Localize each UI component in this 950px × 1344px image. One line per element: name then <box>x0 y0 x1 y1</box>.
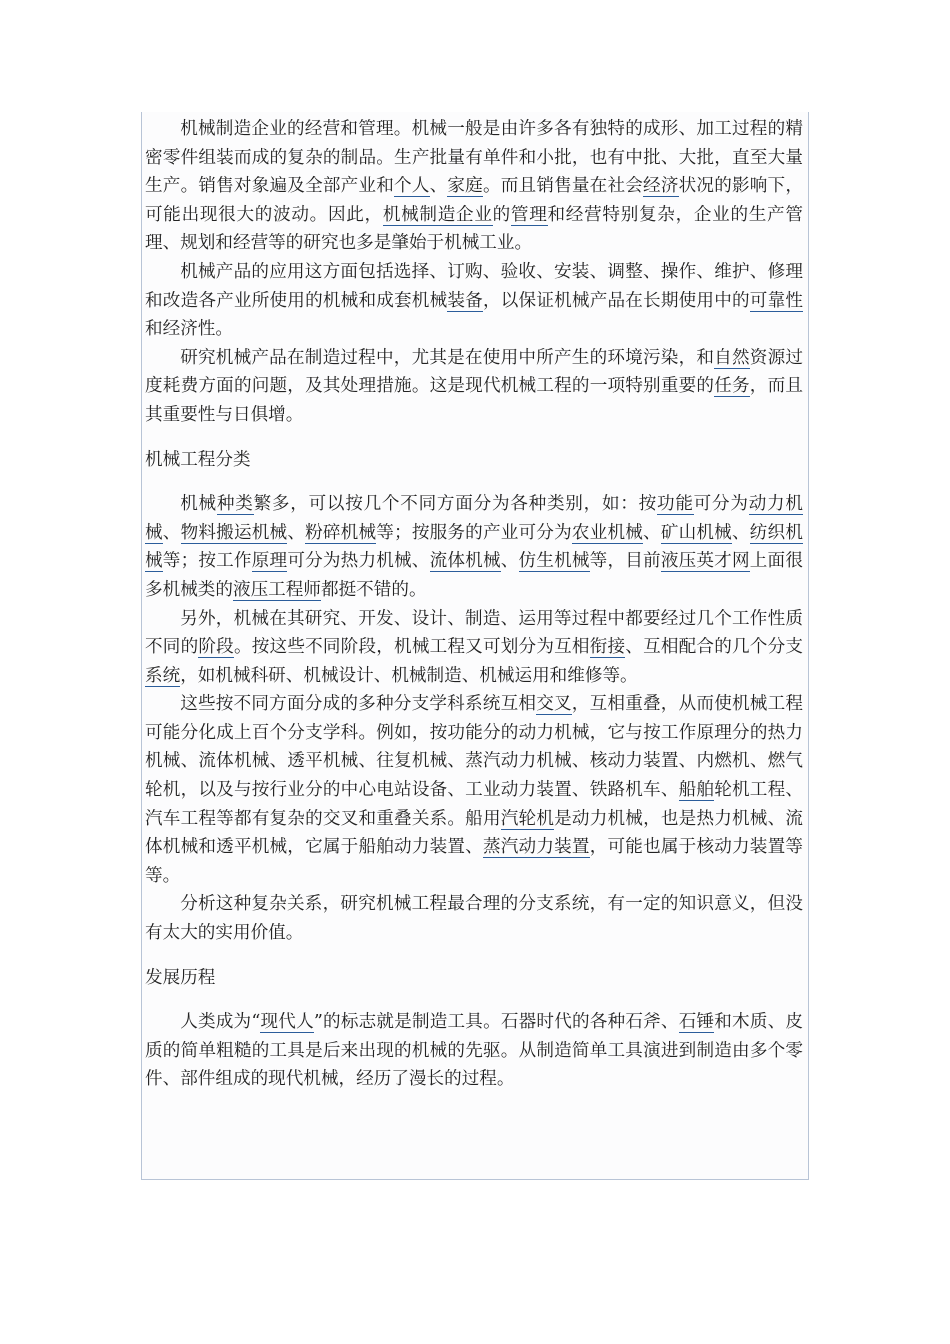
text-run: 这些按不同方面分成的多种分支学科系统互相 <box>180 694 537 715</box>
text-run: 状况的影响下，可能出现很大的波动。因此， <box>145 176 803 225</box>
text-run: 繁多，可以按几个不同方面分为各种类别，如：按 <box>253 494 657 515</box>
inline-link[interactable]: 船舶 <box>678 780 715 801</box>
inline-link[interactable]: 经济 <box>643 176 679 197</box>
text-run: 上面很多机械类的 <box>145 551 803 600</box>
inline-link[interactable]: 农业机械 <box>571 522 644 543</box>
text-run: 。按这些不同阶段，机械工程又可划分为互相 <box>233 637 590 658</box>
text-run: 和经济性。 <box>145 319 233 340</box>
text-run: ，可能也属于核动力装置等等。 <box>145 837 803 886</box>
text-run: 、 <box>500 551 519 572</box>
text-run: 、 <box>429 176 448 197</box>
text-run: 的 <box>492 204 511 225</box>
article-body <box>145 115 803 1094</box>
inline-link[interactable]: 交叉 <box>536 694 572 715</box>
paragraph <box>145 690 803 890</box>
text-run: 。而且销售量在社会 <box>482 176 644 197</box>
text-run: 轮机工程、汽车工程等都有复杂的交叉和重叠关系。船用 <box>145 780 803 829</box>
inline-link[interactable]: 个人 <box>394 176 430 197</box>
paragraph <box>145 490 803 604</box>
text-run: 人类成为“ <box>180 1012 261 1033</box>
text-run: 是动力机械，也是热力机械、流体机械和透平机械，它属于船舶动力装置、 <box>145 808 803 858</box>
text-run: 、互相配合的几个分支 <box>625 637 803 658</box>
text-run: 、 <box>287 522 306 543</box>
text-run: ，以保证机械产品在长期使用中的 <box>482 290 750 311</box>
text-run: ，而且其重要性与日俱增。 <box>145 376 803 425</box>
text-run: 、 <box>731 522 750 543</box>
text-run: 可分为热力机械、 <box>287 551 430 572</box>
text-run: 机械制造企业的经营和管理。机械一般是由许多各有独特的成形、加工过程的精密零件组装而成的复杂的制品。生产批量有单件和小批，也有中批、大批，直至大量生产。销售对象遍及全部产业和 <box>145 119 803 197</box>
text-run: ”的标志就是制造工具。石器时代的各种石斧、 <box>313 1012 679 1033</box>
paragraph <box>145 115 803 258</box>
inline-link[interactable]: 原理 <box>251 551 288 572</box>
paragraph <box>145 344 803 430</box>
inline-link[interactable]: 物料搬运机械 <box>180 522 288 543</box>
text-run: 机械工程分类 <box>145 449 251 470</box>
inline-link[interactable]: 可靠性 <box>749 290 803 311</box>
inline-link[interactable]: 家庭 <box>447 176 483 197</box>
text-run: 等；按工作 <box>162 551 252 572</box>
text-run: 等，目前 <box>589 551 661 572</box>
text-run: 分析这种复杂关系，研究机械工程最合理的分支系统，有一定的知识意义，但没有太大的实用价值。 <box>145 894 803 944</box>
inline-link[interactable]: 系统 <box>145 665 181 686</box>
inline-link[interactable]: 装备 <box>447 290 483 311</box>
inline-link[interactable]: 阶段 <box>198 637 234 658</box>
inline-link[interactable]: 流体机械 <box>429 551 501 572</box>
inline-link[interactable]: 仿生机械 <box>518 551 590 572</box>
inline-link[interactable]: 功能 <box>656 494 694 515</box>
inline-link[interactable]: 机械制造企业 <box>382 204 493 225</box>
text-run: 、 <box>643 522 661 543</box>
text-run: 可分为 <box>693 494 749 515</box>
text-run: 研究机械产品在制造过程中，尤其是在使用中所产生的环境污染，和 <box>180 347 715 368</box>
section-heading <box>145 430 803 491</box>
inline-link[interactable]: 自然 <box>714 347 750 368</box>
inline-link[interactable]: 汽轮机 <box>500 808 555 829</box>
paragraph <box>145 605 803 691</box>
inline-link[interactable]: 纺织机械 <box>145 522 803 572</box>
inline-link[interactable]: 蒸汽动力装置 <box>482 837 590 858</box>
inline-link[interactable]: 粉碎机械 <box>305 522 377 543</box>
text-run: ，如机械科研、机械设计、机械制造、机械运用和维修等。 <box>180 665 638 686</box>
paragraph <box>145 890 803 947</box>
inline-link[interactable]: 种类 <box>216 494 254 515</box>
text-run: 和经营特别复杂，企业的生产管理、规划和经营等的研究也多是肇始于机械工业。 <box>145 204 803 254</box>
inline-link[interactable]: 任务 <box>714 376 750 397</box>
inline-link[interactable]: 管理 <box>510 204 548 225</box>
section-heading <box>145 948 803 1009</box>
paragraph <box>145 258 803 344</box>
text-run: 和木质、皮质的简单粗糙的工具是后来出现的机械的先驱。从制造简单工具演进到制造由多个零件、部件组成的现代机械，经历了漫长的过程。 <box>145 1012 803 1090</box>
text-run: 另外，机械在其研究、开发、设计、制造、运用等过程中都要经过几个工作性质不同的 <box>145 608 803 658</box>
inline-link[interactable]: 石锤 <box>678 1012 715 1033</box>
text-run: 等；按服务的产业可分为 <box>376 522 572 543</box>
inline-link[interactable]: 衔接 <box>589 637 626 658</box>
text-run: 机械 <box>180 494 217 515</box>
paragraph <box>145 1008 803 1094</box>
text-run: 都挺不错的。 <box>320 579 427 600</box>
text-run: 发展历程 <box>145 967 216 988</box>
inline-link[interactable]: 液压工程师 <box>232 579 321 600</box>
text-run: ，互相重叠，从而使机械工程可能分化成上百个分支学科。例如，按功能分的动力机械，它与按工作原理分的热力机械、流体机械、透平机械、往复机械、蒸汽动力机械、核动力装置、内燃机、燃气轮机，以及与按行业分的中心电站设备、工业动力装置、铁路机车、 <box>145 694 803 801</box>
text-run: 机械产品的应用这方面包括选择、订购、验收、安装、调整、操作、维护、修理和改造各产业所使用的机械和成套机械 <box>145 261 803 311</box>
inline-link[interactable]: 矿山机械 <box>660 522 732 543</box>
inline-link[interactable]: 动力机械 <box>145 494 803 543</box>
text-run: 资源过度耗费方面的问题，及其处理措施。这是现代机械工程的一项特别重要的 <box>145 347 803 397</box>
inline-link[interactable]: 液压英才网 <box>660 551 750 572</box>
text-run: 、 <box>162 522 181 543</box>
inline-link[interactable]: 现代人 <box>260 1012 314 1033</box>
